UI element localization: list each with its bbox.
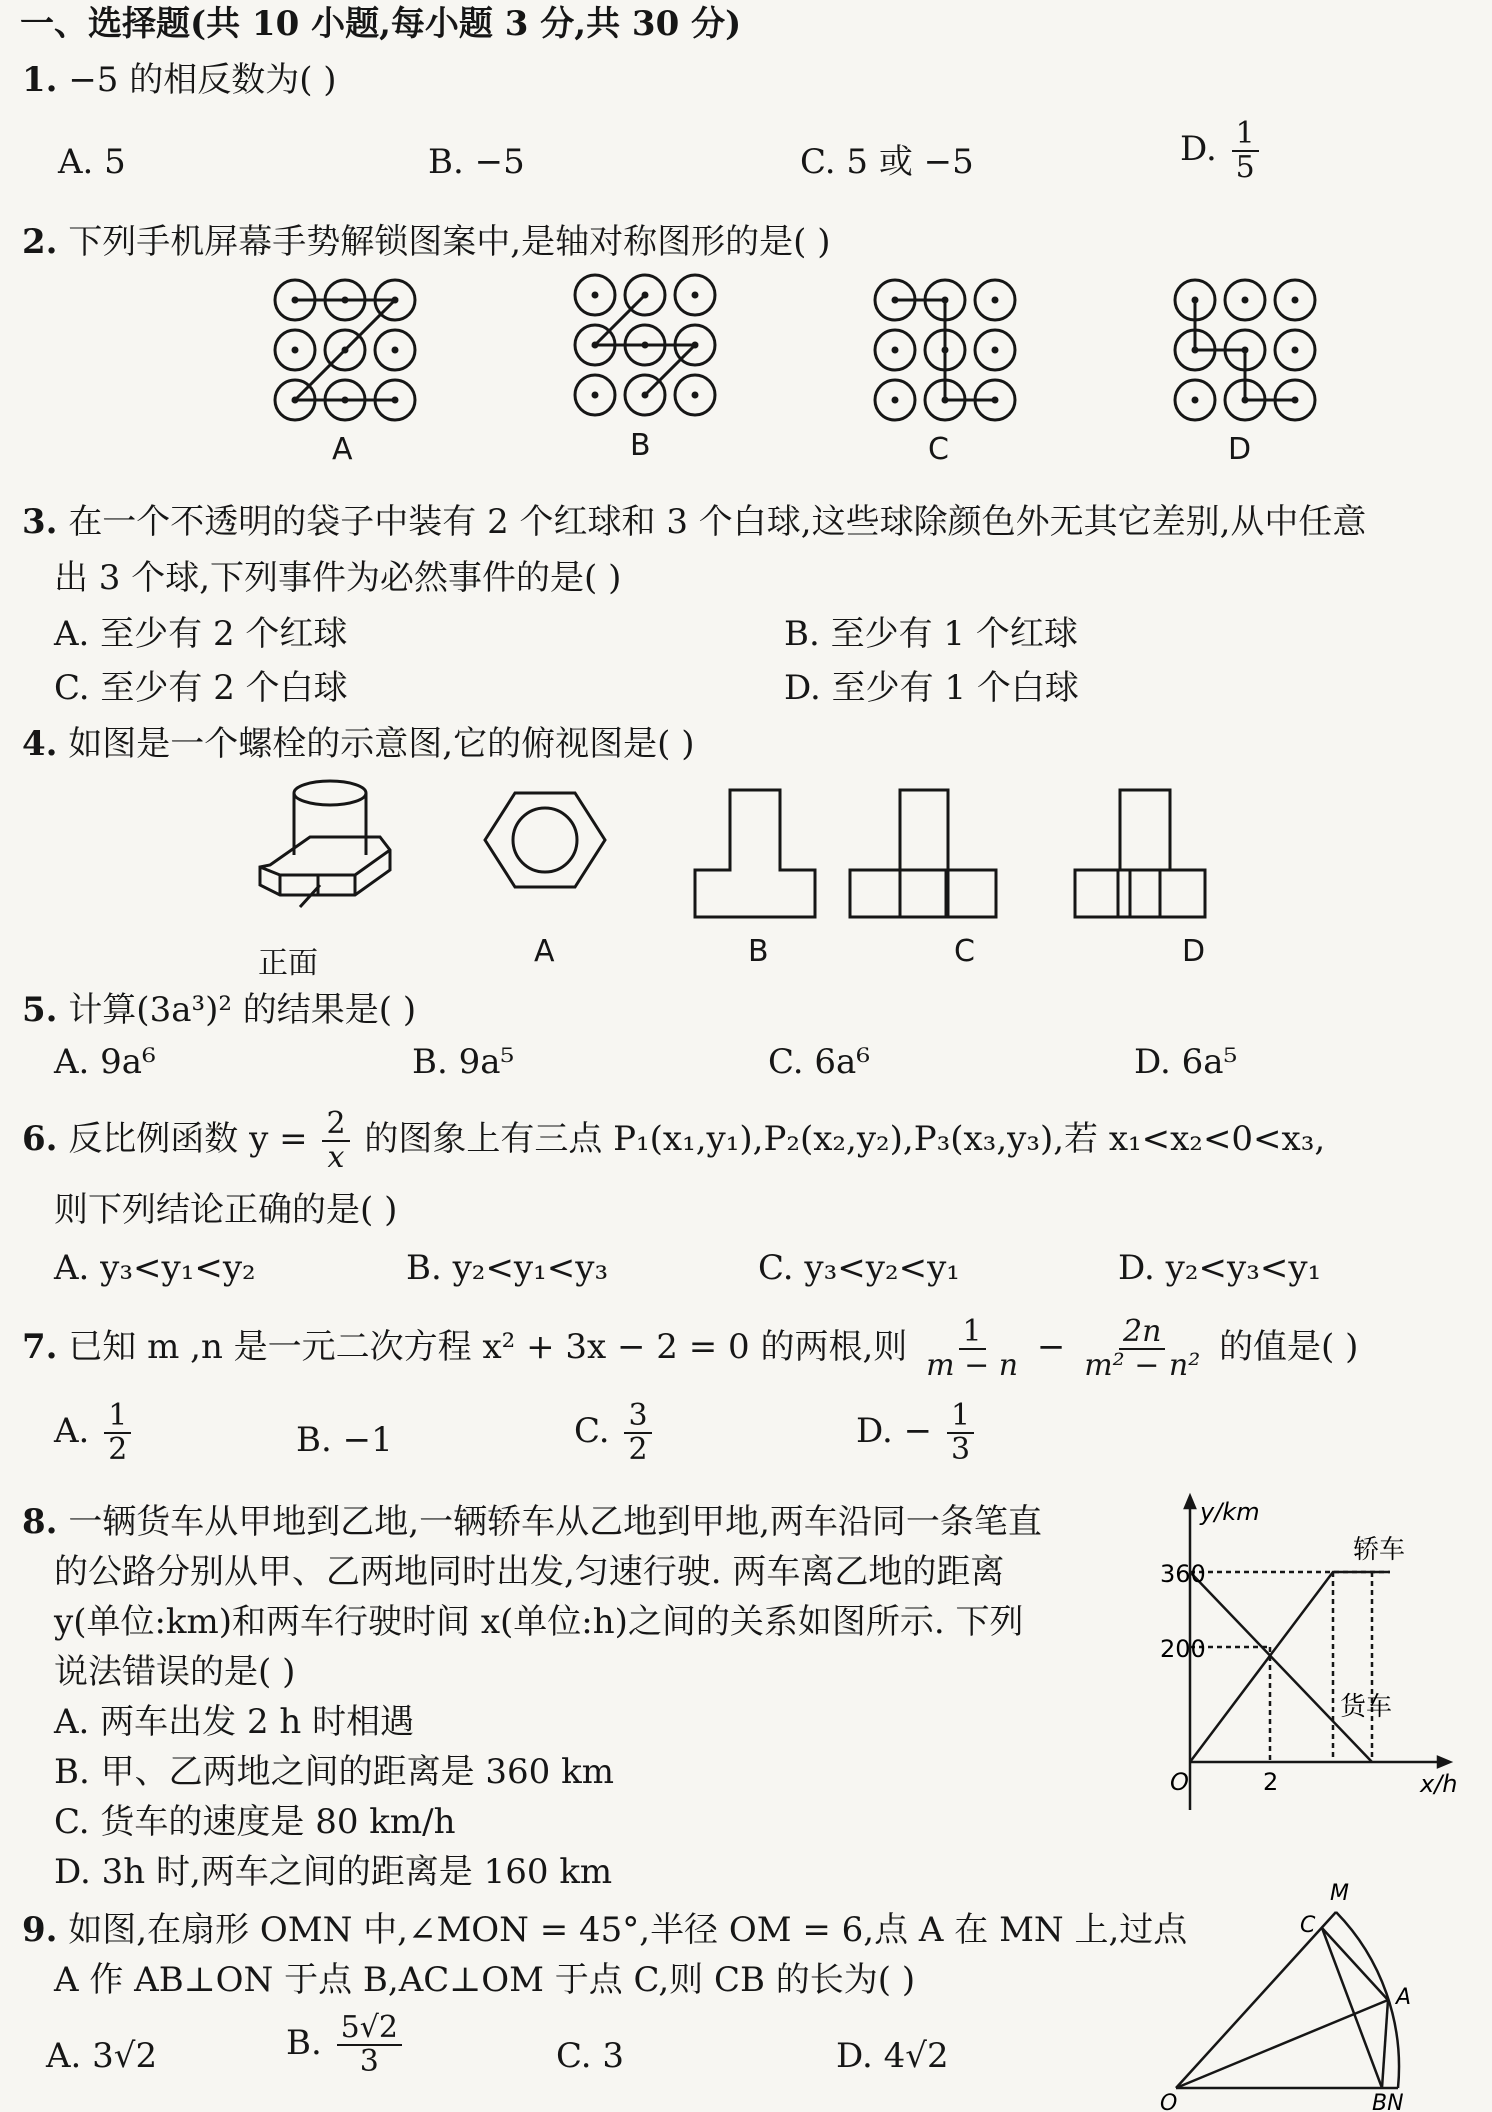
pattern-c[interactable] [875,280,1015,420]
question-number: 4. [22,724,58,764]
question-number: 5. [22,990,58,1030]
question-number: 9. [22,1910,58,1950]
fraction-1 [922,1316,1022,1382]
y-axis-arrow [1185,1496,1195,1508]
pattern-a[interactable] [275,280,415,420]
q1-option-d[interactable] [1180,118,1263,184]
question-text-pre: 反比例函数 y = [68,1119,308,1159]
question-text-post: 的图象上有三点 P₁(x₁,y₁),P₂(x₂,y₂),P₃(x₃,y₃),若 x₁<x₂<0<x₃, [364,1119,1326,1159]
tick-360: 360 [1160,1560,1206,1588]
q4-label-b: B [748,934,769,969]
fraction [322,1108,349,1174]
q7-option-b[interactable]: B. −1 [296,1420,393,1460]
q6-option-b[interactable]: B. y₂<y₁<y₃ [406,1248,609,1288]
question-4 [22,722,694,766]
view-b[interactable] [695,790,815,917]
q8-option-b[interactable]: B. 甲、乙两地之间的距离是 360 km [54,1752,614,1792]
label-bn: BN [1372,2091,1404,2112]
q9-option-d[interactable]: D. 4√2 [836,2036,949,2076]
pattern-b[interactable] [575,275,715,415]
option-letter: A. [54,1411,90,1451]
q3-option-d[interactable]: D. 至少有 1 个白球 [784,668,1079,708]
question-9 [22,1908,1187,1952]
q4-label-c: C [954,934,975,969]
question-5 [22,988,416,1032]
fraction [624,1400,651,1466]
y-axis-label: y/km [1200,1498,1260,1526]
option-letter: D. − [856,1411,933,1451]
question-6 [22,1108,1325,1174]
question-3 [22,500,1366,544]
segment-ac [1322,1928,1388,2000]
denominator: m − n [926,1348,1019,1383]
distance-time-graph [1120,1490,1460,1820]
fraction [947,1400,974,1466]
segment-ab [1382,2000,1388,2088]
question-number: 3. [22,502,58,542]
question-8-line3: y(单位:km)和两车行驶时间 x(单位:h)之间的关系如图所示. 下列 [54,1602,1024,1642]
car-line [1190,1572,1393,1762]
q8-option-c[interactable]: C. 货车的速度是 80 km/h [54,1802,456,1842]
question-text: 如图,在扇形 OMN 中,∠MON = 45°,半径 OM = 6,点 A 在 MN 上,过点 [68,1910,1188,1950]
question-text: 下列手机屏幕手势解锁图案中,是轴对称图形的是( ) [68,222,831,262]
q5-option-c[interactable]: C. 6a⁶ [768,1042,870,1082]
view-d[interactable] [1075,790,1205,917]
q9-option-b[interactable] [286,2012,406,2078]
question-text-post: 的值是( ) [1219,1327,1359,1367]
view-c[interactable] [850,790,996,917]
label-a: A [1396,1985,1412,2010]
bolt-drawing [260,781,390,907]
q6-option-a[interactable]: A. y₃<y₁<y₂ [54,1248,256,1288]
numerator: 5√2 [337,2012,402,2046]
fraction [104,1400,131,1466]
q6-option-c[interactable]: C. y₃<y₂<y₁ [758,1248,960,1288]
q6-option-d[interactable]: D. y₂<y₃<y₁ [1118,1248,1322,1288]
question-text: 在一个不透明的袋子中装有 2 个红球和 3 个白球,这些球除颜色外无其它差别,从中任意 [68,502,1367,542]
pattern-d[interactable] [1175,280,1315,420]
q2-label-d: D [1228,432,1252,467]
tick-200: 200 [1160,1635,1206,1663]
tick-2: 2 [1263,1768,1279,1796]
segment-om [1176,1912,1336,2088]
question-2 [22,220,830,264]
q3-option-a[interactable]: A. 至少有 2 个红球 [54,614,348,654]
numerator: 1 [947,1400,974,1434]
question-number: 1. [22,60,58,100]
question-text: −5 的相反数为( ) [68,60,337,100]
q4-label-d: D [1182,934,1206,969]
question-text: 一辆货车从甲地到乙地,一辆轿车从乙地到甲地,两车沿同一条笔直 [68,1502,1042,1542]
q2-label-b: B [630,428,651,463]
q9-option-a[interactable]: A. 3√2 [46,2036,158,2076]
question-9-line2: A 作 AB⊥ON 于点 B,AC⊥OM 于点 C,则 CB 的长为( ) [54,1960,916,2000]
q4-label-a: A [534,934,555,969]
minus-sign: − [1036,1327,1066,1367]
q3-option-b[interactable]: B. 至少有 1 个红球 [784,614,1078,654]
q2-label-a: A [332,432,353,467]
numerator: 3 [624,1400,651,1434]
q1-option-a[interactable]: A. 5 [58,142,126,182]
question-8-line2: 的公路分别从甲、乙两地同时出发,匀速行驶. 两车离乙地的距离 [54,1552,1005,1592]
q5-option-d[interactable]: D. 6a⁵ [1134,1042,1238,1082]
denominator: 5 [1235,150,1255,185]
option-letter: B. [286,2023,322,2063]
q2-label-c: C [928,432,949,467]
origin-label: O [1170,1768,1189,1796]
question-8 [22,1500,1042,1544]
q8-option-d[interactable]: D. 3h 时,两车之间的距离是 160 km [54,1852,613,1892]
q5-option-b[interactable]: B. 9a⁵ [412,1042,515,1082]
unlock-patterns-figure [260,270,1340,480]
denominator: 3 [359,2044,379,2079]
question-8-line4: 说法错误的是( ) [54,1652,296,1692]
numerator: 1 [1232,118,1259,152]
question-3-line2: 出 3 个球,下列事件为必然事件的是( ) [54,558,622,598]
car-label: 轿车 [1353,1535,1406,1565]
segment-cb [1322,1928,1382,2088]
question-7 [22,1316,1358,1382]
numerator: 1 [959,1316,986,1350]
label-c: C [1300,1913,1316,1938]
q3-option-c[interactable]: C. 至少有 2 个白球 [54,668,348,708]
section-title: 一、选择题(共 10 小题,每小题 3 分,共 30 分) [20,4,742,44]
q9-option-c[interactable]: C. 3 [556,2036,625,2076]
x-axis-label: x/h [1420,1770,1458,1798]
label-m: M [1330,1881,1349,1906]
fraction [1232,118,1259,184]
numerator: 1 [104,1400,131,1434]
denominator: 2 [108,1432,128,1467]
q7-option-a[interactable] [54,1400,135,1466]
q5-option-a[interactable]: A. 9a⁶ [54,1042,156,1082]
bolt-figure [250,775,1290,955]
option-letter: D. [1180,129,1217,169]
denominator: 2 [628,1432,648,1467]
view-a[interactable] [485,793,605,887]
q7-option-c[interactable] [574,1400,656,1466]
sector-figure [1160,1870,1460,2112]
denominator: x [327,1140,345,1175]
label-o: O [1160,2091,1178,2112]
question-text: 计算(3a³)² 的结果是( ) [68,990,417,1030]
question-number: 6. [22,1119,58,1159]
fraction [337,2012,402,2078]
question-number: 8. [22,1502,58,1542]
question-number: 7. [22,1327,58,1367]
arc-mn [1336,1912,1399,2088]
truck-line [1190,1572,1372,1762]
segment-oa [1176,2000,1388,2088]
question-6-line2: 则下列结论正确的是( ) [54,1190,398,1230]
question-text: 如图是一个螺栓的示意图,它的俯视图是( ) [68,724,695,764]
x-axis-arrow [1438,1757,1450,1767]
truck-label: 货车 [1340,1692,1393,1722]
numerator: 2n [1119,1316,1165,1350]
question-text-pre: 已知 m ,n 是一元二次方程 x² + 3x − 2 = 0 的两根,则 [68,1327,908,1367]
question-number: 2. [22,222,58,262]
denominator: 3 [950,1432,971,1467]
q7-option-d[interactable] [856,1400,978,1466]
fraction-2 [1080,1316,1204,1382]
q4-front-label: 正面 [258,946,318,981]
question-1 [22,58,337,102]
option-letter: C. [574,1411,610,1451]
denominator: m² − n² [1084,1348,1201,1383]
q8-option-a[interactable]: A. 两车出发 2 h 时相遇 [54,1702,415,1742]
q1-option-c[interactable]: C. 5 或 −5 [800,142,974,182]
q1-option-b[interactable]: B. −5 [428,142,525,182]
numerator: 2 [322,1108,349,1142]
